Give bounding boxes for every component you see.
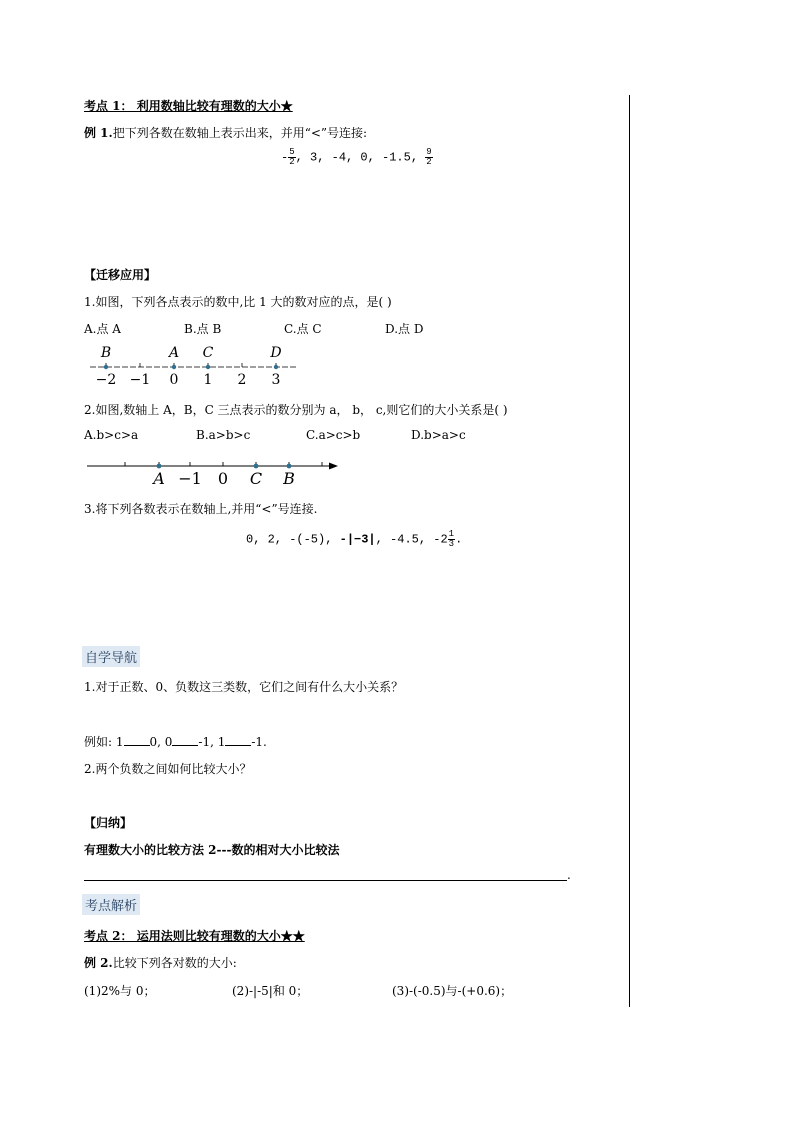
question-2: 2.如图,数轴上 A，B，C 三点表示的数分别为 a， b， c,则它们的大小关系是( ) bbox=[84, 403, 508, 417]
selfstudy-example bbox=[84, 733, 267, 750]
example1-text: 把下列各数在数轴上表示出来，并用“<”号连接: bbox=[112, 126, 368, 140]
topic1-title: 考点 1： 利用数轴比较有理数的大小★ bbox=[84, 99, 293, 113]
question-1: 1.如图，下列各点表示的数中,比 1 大的数对应的点，是( ) bbox=[84, 295, 392, 309]
question-3: 3.将下列各数表示在数轴上,并用“<”号连接. bbox=[84, 502, 318, 516]
topic2-title: 考点 2： 运用法则比较有理数的大小★★ bbox=[84, 929, 305, 943]
arrow-icon bbox=[329, 463, 338, 470]
frac-den: 2 bbox=[426, 157, 432, 167]
tick-label: 0 bbox=[217, 469, 229, 488]
tick-label: 2 bbox=[237, 372, 247, 388]
fraction-5-2 bbox=[288, 148, 295, 167]
example-text: 例如: 1 bbox=[84, 735, 124, 749]
point-label: C bbox=[202, 345, 214, 361]
point-d-dot bbox=[274, 365, 278, 369]
q2-option-b: B.a>b>c bbox=[196, 428, 251, 442]
tick-label: −1 bbox=[178, 469, 202, 488]
point-label: A bbox=[153, 469, 165, 488]
example-text: 0, 0 bbox=[149, 735, 173, 749]
tick-label: 1 bbox=[203, 372, 213, 388]
example-text: -1, 1 bbox=[198, 735, 226, 749]
tick-label: −2 bbox=[95, 372, 117, 388]
point-a-dot bbox=[172, 365, 176, 369]
example1-prefix: 例 1. bbox=[84, 126, 113, 140]
point-label: A bbox=[168, 345, 180, 361]
q3-abs-value: -|−3| bbox=[339, 532, 376, 547]
question-3-numbers bbox=[246, 530, 462, 549]
q1-option-d: D.点 D bbox=[385, 322, 424, 336]
q1-option-c: C.点 C bbox=[284, 322, 322, 336]
q3-nums-a: 0, 2, -(-5), bbox=[246, 532, 333, 547]
selfstudy-heading: 自学导航 bbox=[82, 646, 140, 667]
q1-option-b: B.点 B bbox=[184, 322, 222, 336]
answer-blank[interactable] bbox=[124, 735, 150, 746]
frac-num: 9 bbox=[426, 147, 432, 157]
tick-label: −1 bbox=[129, 372, 151, 388]
point-label: B bbox=[283, 469, 295, 488]
answer-blank[interactable] bbox=[172, 735, 198, 746]
point-b-dot bbox=[104, 365, 108, 369]
example1 bbox=[84, 124, 367, 141]
number-line-1-ticks bbox=[106, 363, 276, 367]
example2 bbox=[84, 954, 237, 971]
fraction-9-2 bbox=[425, 148, 432, 167]
point-c-dot bbox=[254, 464, 259, 469]
frac-num: 1 bbox=[448, 529, 455, 539]
example2-item-1: (1)2%与 0； bbox=[84, 984, 156, 998]
example2-item-2: (2)-|-5|和 0； bbox=[232, 984, 309, 998]
selfstudy-question-1: 1.对于正数、0、负数这三类数，它们之间有什么大小关系？ bbox=[84, 680, 404, 694]
margin-line bbox=[629, 95, 630, 1007]
point-a-dot bbox=[157, 464, 162, 469]
analysis-heading: 考点解析 bbox=[82, 894, 140, 915]
selfstudy-question-2: 2.两个负数之间如何比较大小？ bbox=[84, 762, 252, 776]
answer-blank[interactable] bbox=[225, 735, 251, 746]
summary-heading: 【归纳】 bbox=[84, 816, 133, 830]
point-b-dot bbox=[287, 464, 292, 469]
q3-nums-c: , -4.5, -2 bbox=[375, 532, 448, 547]
point-label: C bbox=[249, 469, 263, 488]
point-label: D bbox=[270, 345, 282, 361]
frac-den: 3 bbox=[448, 539, 455, 549]
q3-end: . bbox=[455, 532, 463, 547]
point-c-dot bbox=[206, 365, 210, 369]
summary-answer-line[interactable] bbox=[84, 880, 567, 881]
tick-label: 0 bbox=[169, 372, 179, 388]
example2-item-3: (3)-(-0.5)与-(+0.6)； bbox=[392, 984, 513, 998]
tick-label: 3 bbox=[271, 372, 281, 388]
summary-text: 有理数大小的比较方法 2---数的相对大小比较法 bbox=[84, 843, 340, 857]
point-label: B bbox=[100, 345, 112, 361]
fraction-1-3 bbox=[448, 530, 455, 549]
frac-num: 5 bbox=[289, 147, 295, 157]
q2-option-a: A.b>c>a bbox=[84, 428, 139, 442]
example1-mid: , 3, -4, 0, -1.5, bbox=[295, 150, 419, 165]
example1-numbers bbox=[281, 148, 433, 167]
q2-option-c: C.a>c>b bbox=[306, 428, 361, 442]
summary-end: . bbox=[567, 868, 571, 882]
example2-prefix: 例 2. bbox=[84, 956, 113, 970]
q1-option-a: A.点 A bbox=[84, 322, 121, 336]
neg-sign: - bbox=[281, 150, 289, 165]
frac-den: 2 bbox=[289, 157, 295, 167]
number-line-1 bbox=[85, 340, 305, 390]
example2-text: 比较下列各对数的大小: bbox=[112, 956, 237, 970]
transfer-heading: 【迁移应用】 bbox=[84, 268, 157, 282]
q2-option-d: D.b>a>c bbox=[411, 428, 466, 442]
number-line-2 bbox=[84, 452, 344, 492]
example-text: -1. bbox=[251, 735, 267, 749]
number-line-2-ticks bbox=[125, 462, 322, 466]
